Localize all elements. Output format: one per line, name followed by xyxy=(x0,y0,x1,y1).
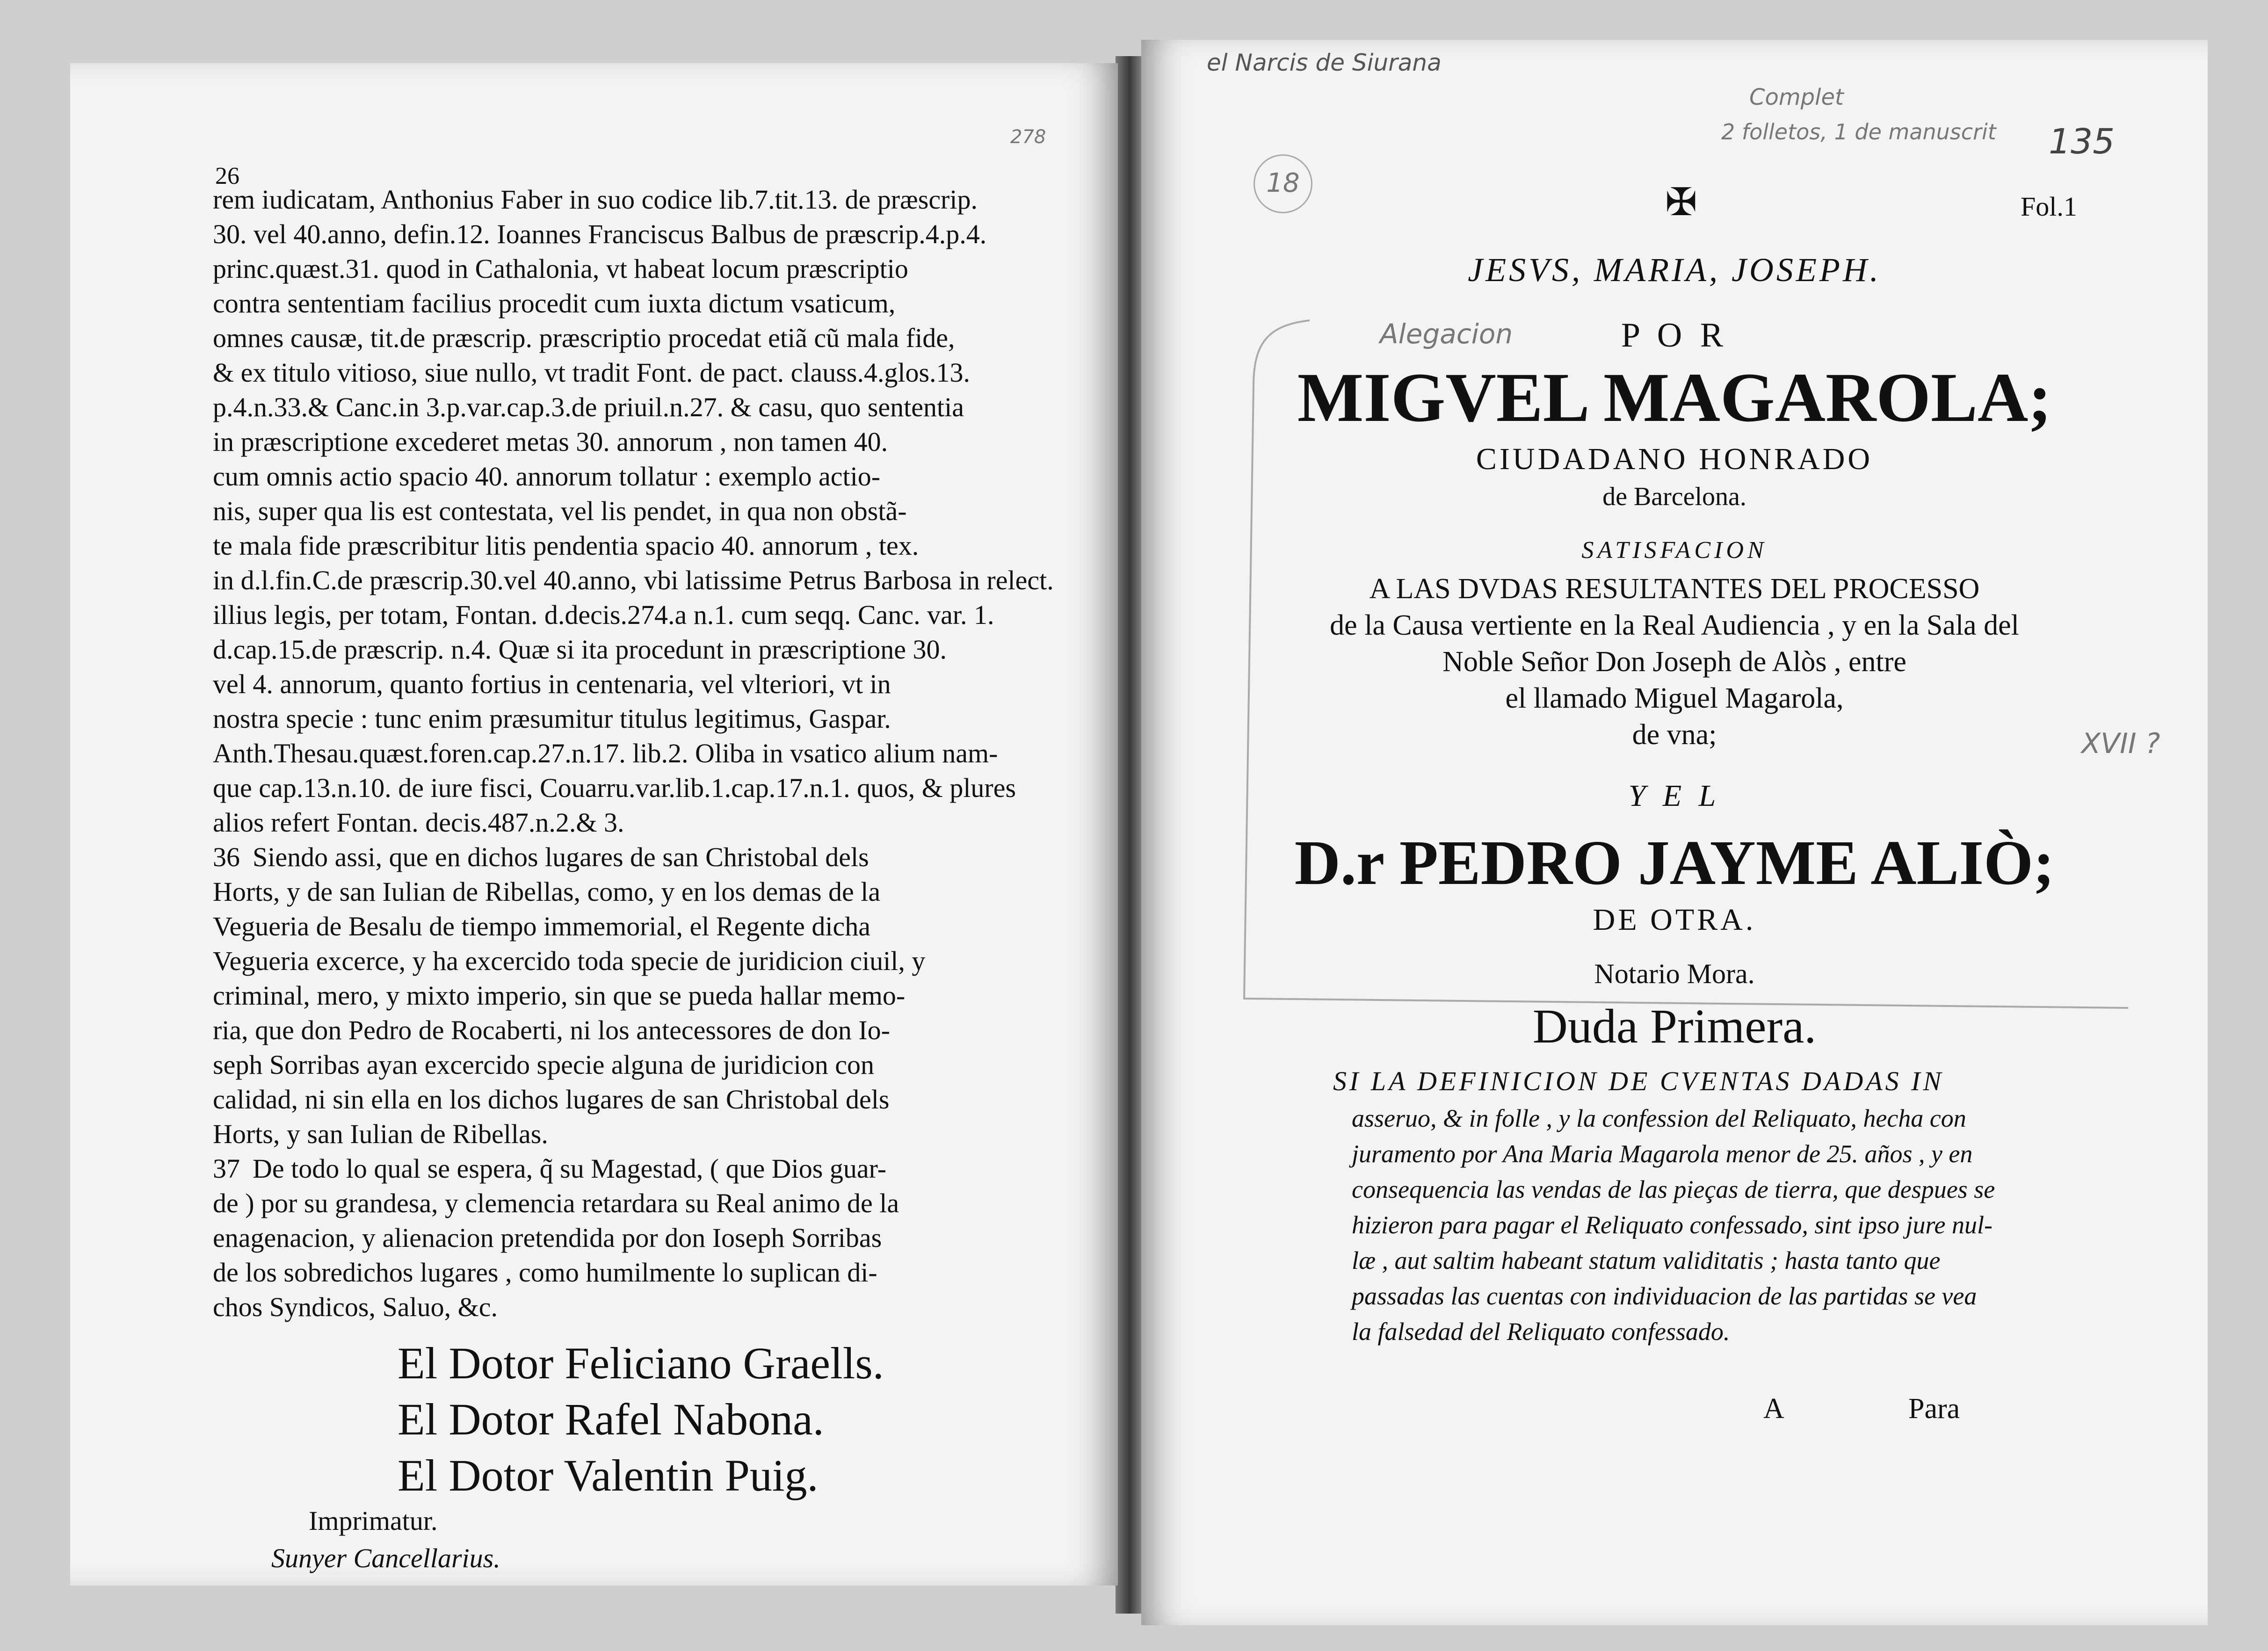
text-line: de ) por su grandesa, y clemencia retardara su Real animo de la xyxy=(213,1188,899,1218)
pencil-note: 2 folletos, 1 de manuscrit xyxy=(1721,119,1996,145)
text-line: Anth.Thesau.quæst.foren.cap.27.n.17. lib.2. Oliba in vsatico alium nam- xyxy=(213,738,998,768)
pencil-alegacion: Alegacion xyxy=(1380,318,1513,350)
dudas-block xyxy=(1141,571,2208,753)
body-text-block xyxy=(213,182,1054,840)
imprimatur: Imprimatur. xyxy=(309,1506,438,1536)
text-line: chos Syndicos, Saluo, &c. xyxy=(213,1292,498,1322)
text-line: rem iudicatam, Anthonius Faber in suo codice lib.7.tit.13. de præscrip. xyxy=(213,184,978,215)
text-line: in d.l.fin.C.de præscrip.30.vel 40.anno, vbi latissime Petrus Barbosa in relect. xyxy=(213,565,1054,595)
page-number: 26 xyxy=(215,163,239,189)
paragraph-37 xyxy=(253,1151,886,1186)
right-page xyxy=(1141,40,2208,1625)
city-label: de Barcelona. xyxy=(1602,482,1746,511)
text-line: Vegueria excerce, y ha excercido toda specie de juridicion ciuil, y xyxy=(213,946,926,976)
text-line: de la Causa vertiente en la Real Audiencia , y en la Sala del xyxy=(1330,609,2019,641)
text-line: in præscriptione excederet metas 30. annorum , non tamen 40. xyxy=(213,427,888,457)
circled-number-text: 18 xyxy=(1266,168,1300,198)
left-page xyxy=(70,63,1118,1586)
book-gutter xyxy=(1116,56,1144,1614)
cross-icon: ✠ xyxy=(1665,180,1697,224)
text-line: de vna; xyxy=(1632,719,1717,751)
handwritten-note: el Narcis de Siurana xyxy=(1207,49,1442,76)
stamp-number: 278 xyxy=(1010,126,1046,148)
name-alio: D.r PEDRO JAYME ALIÒ; xyxy=(1294,828,2055,898)
text-line: illius legis, per totam, Fontan. d.decis.274.a n.1. cum seqq. Canc. var. 1. xyxy=(213,600,994,630)
text-line: p.4.n.33.& Canc.in 3.p.var.cap.3.de priuil.n.27. & casu, quo sententia xyxy=(213,392,964,422)
catchword: Para xyxy=(1908,1393,1960,1425)
text-line: alios refert Fontan. decis.487.n.2.& 3. xyxy=(213,807,624,838)
text-line: omnes causæ, tit.de præscrip. præscriptio procedat etiã cũ mala fide, xyxy=(213,323,955,353)
text-line: calidad, ni sin ella en los dichos lugares de san Christobal dels xyxy=(213,1084,890,1115)
text-line: d.cap.15.de præscrip. n.4. Quæ si ita procedunt in præscriptione 30. xyxy=(213,634,947,665)
text-line: vel 4. annorum, quanto fortius in centenaria, vel vlteriori, vt in xyxy=(213,669,891,699)
text-line: & ex titulo vitioso, siue nullo, vt tradit Font. de pact. clauss.4.glos.13. xyxy=(213,357,971,388)
pencil-note: Complet xyxy=(1749,84,1844,110)
text-line: Noble Señor Don Joseph de Alòs , entre xyxy=(1442,646,1906,678)
duda-first-line: SI LA DEFINICION DE CVENTAS DADAS IN xyxy=(1333,1066,1944,1096)
por-label: P O R xyxy=(1621,316,1728,355)
text-line: læ , aut saltim habeant statum validitatis ; hasta tanto que xyxy=(1352,1246,1941,1274)
text-line: contra sententiam facilius procedit cum iuxta dictum vsaticum, xyxy=(213,288,896,319)
y-el-label: Y E L xyxy=(1628,779,1721,813)
text-line: Horts, y san Iulian de Ribellas. xyxy=(213,1119,548,1149)
ciudadano-honrado: CIUDADANO HONRADO xyxy=(1476,442,1873,476)
side-pencil-note: XVII ? xyxy=(2081,727,2160,760)
text-line: Vegueria de Besalu de tiempo immemorial, el Regente dicha xyxy=(213,911,871,941)
text-line: nis, super qua lis est contestata, vel lis pendet, in qua non obstã- xyxy=(213,496,907,526)
duda-text-block xyxy=(1352,1101,1995,1349)
signature-line: El Dotor Valentin Puig. xyxy=(398,1450,819,1500)
signature-block xyxy=(398,1335,884,1504)
invocation: JESVS, MARIA, JOSEPH. xyxy=(1468,251,1881,289)
de-otra: DE OTRA. xyxy=(1593,903,1756,937)
text-line: la falsedad del Reliquato confessado. xyxy=(1352,1318,1730,1346)
text-line: Horts, y de san Iulian de Ribellas, como, y en los demas de la xyxy=(213,876,881,907)
satisfacion-label: SATISFACION xyxy=(1581,537,1768,564)
folio-label: Fol.1 xyxy=(2021,191,2077,222)
folio-number: 135 xyxy=(2049,122,2115,162)
text-line: passadas las cuentas con individuacion de las partidas se vea xyxy=(1352,1282,1977,1310)
text-line: cum omnis actio spacio 40. annorum tollatur : exemplo actio- xyxy=(213,461,881,492)
text-line: consequencia las vendas de las pieças de tierra, que despues se xyxy=(1352,1175,1995,1203)
text-line: criminal, mero, y mixto imperio, sin que se pueda hallar memo- xyxy=(213,980,906,1011)
text-line: juramento por Ana Maria Magarola menor de 25. años , y en xyxy=(1352,1140,1973,1168)
signature-line: El Dotor Feliciano Graells. xyxy=(398,1338,884,1388)
text-line: enagenacion, y alienacion pretendida por don Ioseph Sorribas xyxy=(213,1223,882,1253)
text-line: te mala fide præscribitur litis pendentia spacio 40. annorum , tex. xyxy=(213,530,919,561)
text-line: asseruo, & in folle , y la confession del Reliquato, hecha con xyxy=(1352,1104,1966,1132)
text-line: De todo lo qual se espera, q̃ su Magestad, ( que Dios guar- xyxy=(253,1153,887,1184)
text-line: ria, que don Pedro de Rocaberti, ni los antecessores de don Io- xyxy=(213,1015,890,1045)
paragraph-36 xyxy=(253,840,869,875)
text-line: el llamado Miguel Magarola, xyxy=(1505,682,1844,714)
signature-mark: A xyxy=(1763,1393,1784,1425)
circled-number xyxy=(1254,154,1312,213)
paragraph-number: 36 xyxy=(213,842,240,872)
text-line: nostra specie : tunc enim præsumitur titulus legitimus, Gaspar. xyxy=(213,703,891,734)
notario: Notario Mora. xyxy=(1594,958,1755,989)
text-line: 30. vel 40.anno, defin.12. Ioannes Franciscus Balbus de præscrip.4.p.4. xyxy=(213,219,987,249)
name-magarola: MIGVEL MAGAROLA; xyxy=(1297,359,2052,436)
duda-heading: Duda Primera. xyxy=(1532,999,1817,1053)
imprimatur-name: Sunyer Cancellarius. xyxy=(271,1543,500,1573)
paragraph-37-cont xyxy=(213,1186,899,1325)
text-line: A LAS DVDAS RESULTANTES DEL PROCESSO xyxy=(1369,573,1980,605)
text-line: seph Sorribas ayan excercido specie alguna de juridicion con xyxy=(213,1050,875,1080)
signature-line: El Dotor Rafel Nabona. xyxy=(398,1394,824,1444)
text-line: hizieron para pagar el Reliquato confessado, sint ipso jure nul- xyxy=(1352,1211,1993,1239)
text-line: Siendo assi, que en dichos lugares de san Christobal dels xyxy=(253,842,869,872)
paragraph-number: 37 xyxy=(213,1153,240,1184)
text-line: de los sobredichos lugares , como humilmente lo suplican di- xyxy=(213,1257,877,1288)
paragraph-36-cont xyxy=(213,875,925,1151)
text-line: que cap.13.n.10. de iure fisci, Couarru.var.lib.1.cap.17.n.1. quos, & plures xyxy=(213,773,1016,803)
text-line: princ.quæst.31. quod in Cathalonia, vt habeat locum præscriptio xyxy=(213,253,908,284)
